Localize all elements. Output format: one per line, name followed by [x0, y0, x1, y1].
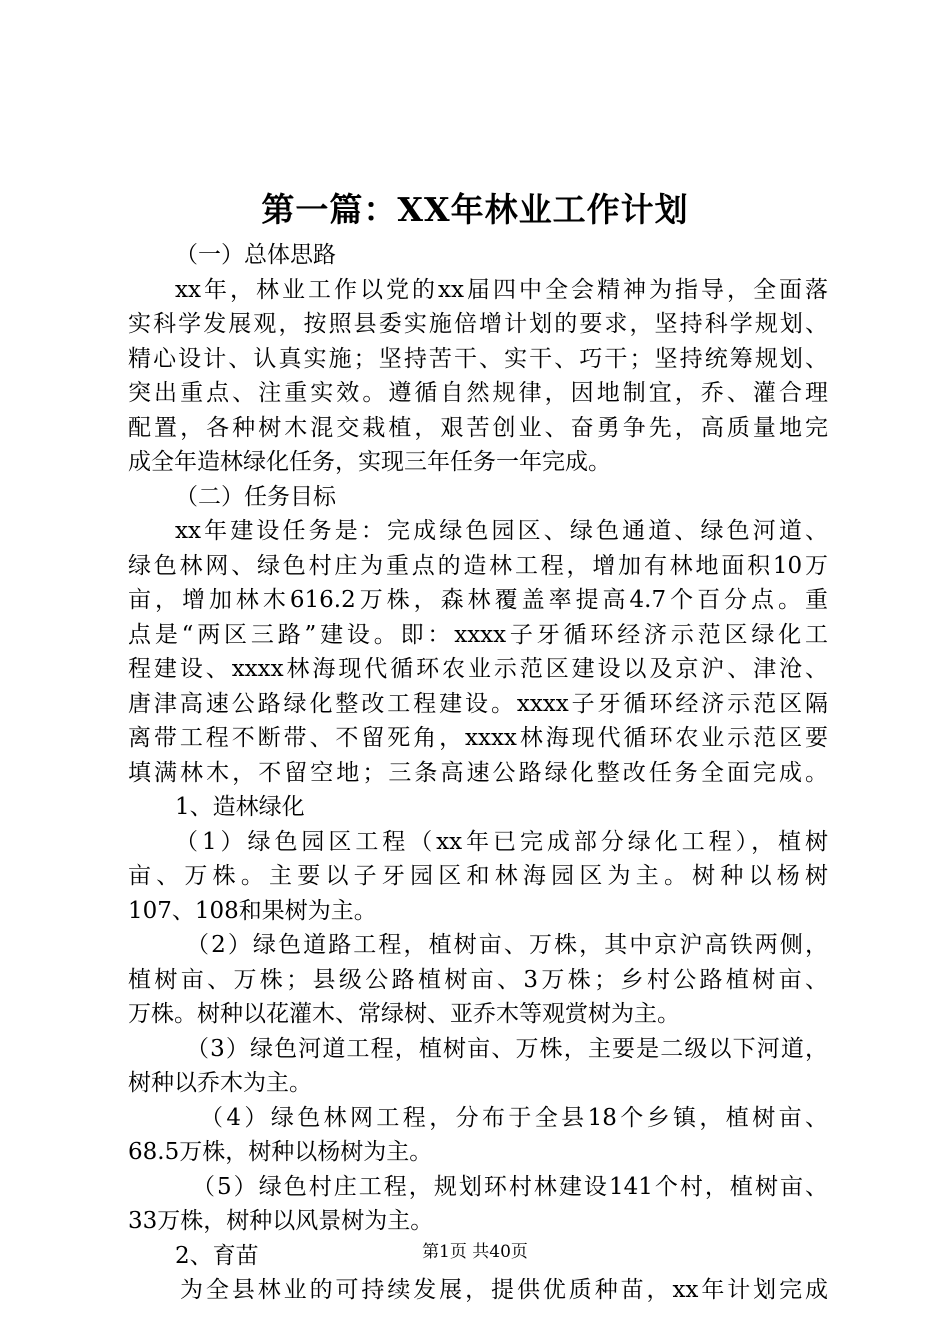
text-line: 实科学发展观，按照县委实施倍增计划的要求，坚持科学规划、 [128, 311, 828, 337]
text-line: 亩，增加林木616.2万株，森林覆盖率提高4.7个百分点。重 [128, 587, 829, 613]
text-line: 亩、万株。主要以子牙园区和林海园区为主。树种以杨树 [128, 863, 828, 889]
text-line: （2）绿色道路工程，植树亩、万株，其中京沪高铁两侧， [186, 932, 828, 958]
text-line: 68.5万株，树种以杨树为主。 [128, 1139, 433, 1165]
text-line: 突出重点、注重实效。遵循自然规律，因地制宜，乔、灌合理 [128, 380, 828, 406]
text-line: 配置，各种树木混交栽植，艰苦创业、奋勇争先，高质量地完 [128, 414, 828, 441]
text-line: 2、育苗 [175, 1242, 259, 1269]
text-line: 绿色林网、绿色村庄为重点的造林工程，增加有林地面积10万 [128, 552, 828, 579]
text-line: 离带工程不断带、不留死角，xxxx林海现代循环农业示范区要 [128, 725, 828, 751]
text-line: （4）绿色林网工程，分布于全县18个乡镇，植树亩、 [200, 1104, 828, 1131]
text-line: 33万株，树种以风景树为主。 [128, 1208, 434, 1234]
text-line: 为全县林业的可持续发展，提供优质种苗，xx年计划完成 [180, 1277, 828, 1303]
text-line: （一）总体思路 [175, 242, 336, 268]
text-line: 树种以乔木为主。 [128, 1070, 312, 1096]
text-line: 填满林木，不留空地；三条高速公路绿化整改任务全面完成。 [128, 759, 828, 786]
text-line: 成全年造林绿化任务，实现三年任务一年完成。 [128, 449, 611, 475]
text-line: 唐津高速公路绿化整改工程建设。xxxx子牙循环经济示范区隔 [128, 690, 828, 717]
text-line: 万株。树种以花灌木、常绿树、亚乔木等观赏树为主。 [128, 1001, 680, 1027]
document-title: 第一篇：XX年林业工作计划 [261, 190, 689, 229]
text-line: 点是“两区三路”建设。即：xxxx子牙循环经济示范区绿化工 [128, 621, 828, 648]
text-line: 程建设、xxxx林海现代循环农业示范区建设以及京沪、津沧、 [128, 656, 828, 682]
text-line: （3）绿色河道工程，植树亩、万株，主要是二级以下河道， [186, 1035, 828, 1062]
text-line: xx年建设任务是：完成绿色园区、绿色通道、绿色河道、 [175, 518, 828, 544]
text-line: 107、108和果树为主。 [128, 897, 377, 924]
text-line: 植树亩、万株；县级公路植树亩、3万株；乡村公路植树亩、 [128, 966, 828, 993]
text-line: 精心设计、认真实施；坚持苦干、实干、巧干；坚持统筹规划、 [128, 345, 828, 372]
text-line: （二）任务目标 [175, 483, 336, 510]
text-line: xx年，林业工作以党的xx届四中全会精神为指导，全面落 [175, 276, 828, 303]
text-line: （1）绿色园区工程（xx年已完成部分绿化工程），植树 [175, 828, 828, 855]
document-body [128, 238, 828, 1308]
text-line: 1、造林绿化 [175, 794, 305, 820]
page-footer: 第1页 共40页 [422, 1242, 528, 1262]
text-line: （5）绿色村庄工程，规划环村林建设141个村，植树亩、 [192, 1173, 828, 1200]
